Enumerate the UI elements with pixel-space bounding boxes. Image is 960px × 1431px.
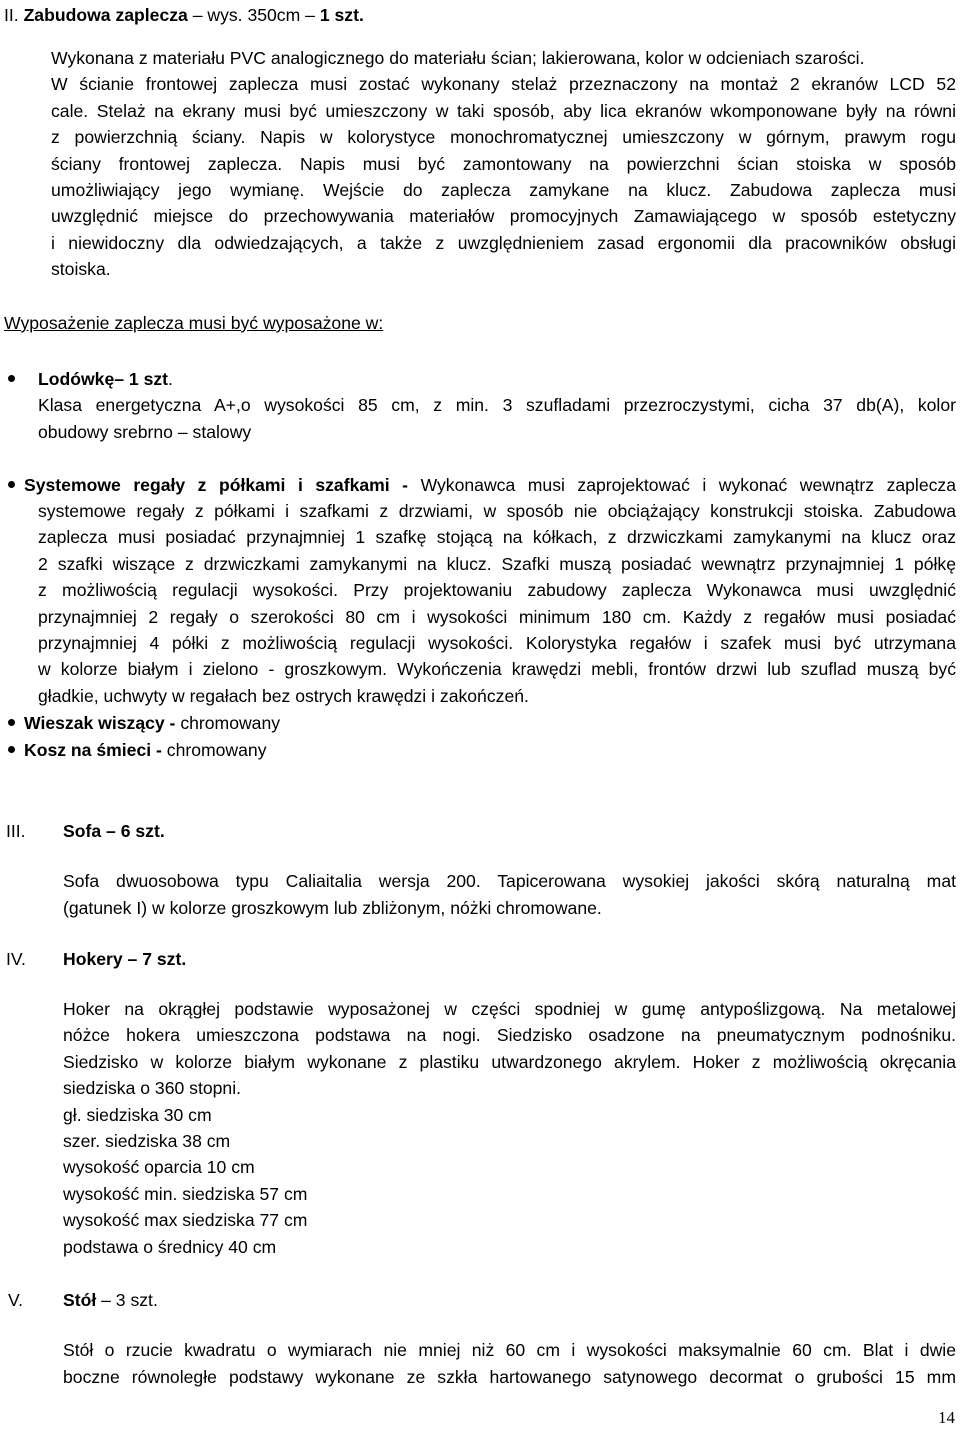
bullet-icon: [8, 719, 15, 726]
text-line: Wykonana z materiału PVC analogicznego do materiału ścian; lakierowana, kolor w odcieniach szarości.: [51, 48, 865, 68]
text-line: obudowy srebrno – stalowy: [38, 421, 252, 442]
shelves-first-line: [24, 472, 956, 498]
text-line: wysokość min. siedziska 57 cm: [63, 1183, 308, 1204]
text-line: Hoker na okrągłej podstawie wyposażonej w części spodniej w gumę antypoślizgową. Na metalowej: [63, 999, 956, 1019]
bullet-icon: [8, 746, 15, 753]
text-line: przynajmniej 4 półki z możliwością regulacji wysokości. Kolorystyka regałów i szafek musi być utrzymana: [38, 633, 956, 653]
shelves-first-text: Wykonawca musi zaprojektować i wykonać wewnątrz zaplecza: [420, 475, 957, 495]
text-line: gł. siedziska 30 cm: [63, 1104, 212, 1125]
text-line: boczne równoległe podstawy wykonane ze szkła hartowanego satynowego decormat o grubości 15 mm: [63, 1366, 956, 1387]
text-line: Klasa energetyczna A+,o wysokości 85 cm, z min. 3 szufladami przezroczystymi, cicha 37 db(A), kolor: [38, 395, 956, 415]
text-line: ściany frontowej zaplecza. Napis musi być zamontowany na powierzchni ścian stoiska w sposób: [51, 153, 956, 174]
section-title: Zabudowa zaplecza: [23, 5, 188, 25]
text-line: uwzględnić miejsce do przechowywania materiałów promocyjnych Zamawiającego w sposób estetyczny: [51, 206, 956, 227]
section-numeral: V.: [8, 1290, 24, 1310]
bullet-icon: [8, 375, 15, 382]
text-line: gładkie, uchwyty w regałach bez ostrych krawędzi i zakończeń.: [38, 685, 529, 706]
table-quantity: – 3 szt.: [96, 1290, 158, 1310]
text-line: podstawa o średnicy 40 cm: [63, 1236, 277, 1257]
section-numeral: IV.: [6, 949, 26, 969]
text-line: w kolorze białym i zielono - groszkowym. Wykończenia krawędzi mebli, frontów drzwi lub szuflad muszą być: [38, 659, 956, 680]
section-height: – wys. 350cm –: [187, 5, 320, 25]
bin-title: Kosz na śmieci -: [24, 740, 167, 760]
bin-text: chromowany: [166, 740, 267, 760]
fridge-title: Lodówkę– 1 szt: [38, 369, 169, 389]
bullet-icon: [8, 481, 15, 488]
text-line: szer. siedziska 38 cm: [63, 1131, 231, 1151]
text-line: Stół o rzucie kwadratu o wymiarach nie mniej niż 60 cm i wysokości maksymalnie 60 cm. Blat i dwie: [63, 1340, 956, 1360]
text-line: wysokość max siedziska 77 cm: [63, 1210, 308, 1231]
text-line: 2 szafki wiszące z drzwiczkami zamykanymi na klucz. Szafki muszą posiadać wewnątrz przynajmniej 1 półkę: [38, 553, 956, 574]
text-line: umożliwiający jego wymianę. Wejście do zaplecza zamykane na klucz. Zabudowa zaplecza musi: [51, 180, 956, 200]
text-line: (gatunek I) w kolorze groszkowym lub zbliżonym, nóżki chromowane.: [63, 897, 602, 918]
text-line: wysokość oparcia 10 cm: [63, 1157, 255, 1178]
equipment-heading: Wyposażenie zaplecza musi być wyposażone w:: [4, 313, 384, 333]
text-line: przynajmniej 2 regały o szerokości 80 cm i wysokości minimum 180 cm. Każdy z regałów musi posiadać: [38, 606, 956, 627]
bin-item: [24, 737, 267, 763]
section-heading: [4, 2, 364, 28]
text-line: z powierzchnią ściany. Napis w kolorystyce monochromatycznej umieszczony w górnym, prawym rogu: [51, 127, 956, 148]
stools-title: Hokery – 7 szt.: [63, 949, 187, 969]
text-line: i niewidoczny dla odwiedzających, a także z uwzględnieniem zasad ergonomii dla pracowników obsługi: [51, 232, 956, 253]
sofa-heading: [63, 818, 165, 844]
text-line: stoiska.: [51, 259, 111, 280]
section-quantity: 1 szt.: [319, 5, 364, 25]
text-line: siedziska o 360 stopni.: [63, 1078, 241, 1099]
fridge-label: [38, 366, 173, 392]
table-heading: [63, 1287, 158, 1313]
text-line: zaplecza musi posiadać przynajmniej 1 szafkę stojącą na kółkach, z drzwiczkami zamykanymi na klucz oraz: [38, 527, 956, 548]
page-number: 14: [938, 1408, 955, 1427]
section-numeral: II.: [4, 5, 19, 25]
text-line: nóżce hokera umieszczona podstawa na nogi. Siedzisko osadzone na pneumatycznym podnośniku.: [63, 1025, 956, 1046]
hanger-title: Wieszak wiszący -: [24, 713, 181, 733]
text-line: Sofa dwuosobowa typu Caliaitalia wersja 200. Tapicerowana wysokiej jakości skórą naturalną mat: [63, 871, 956, 891]
sofa-quantity: – 6 szt.: [101, 821, 165, 841]
fridge-dot: .: [168, 369, 173, 389]
sofa-title: Sofa: [63, 821, 102, 841]
section-numeral: III.: [6, 821, 26, 841]
stools-heading: [63, 946, 186, 972]
text-line: z możliwością regulacji wysokości. Przy projektowaniu zabudowy zaplecza Wykonawca musi uwzględnić: [38, 580, 956, 601]
text-line: cale. Stelaż na ekrany musi być umieszczony w taki sposób, aby lica ekranów wkomponowane były na równi: [51, 100, 956, 121]
text-line: systemowe regały z półkami i szafkami z drzwiami, w sposób nie obciążający konstrukcji stoiska. Zabudowa: [38, 501, 956, 521]
table-title: Stół: [63, 1290, 97, 1310]
hanger-text: chromowany: [180, 713, 281, 733]
text-line: Siedzisko w kolorze białym wykonane z plastiku utwardzonego akrylem. Hoker z możliwością okręcania: [63, 1051, 956, 1072]
hanger-item: [24, 710, 280, 736]
text-line: W ścianie frontowej zaplecza musi zostać wykonany stelaż przeznaczony na montaż 2 ekranów LCD 52: [51, 74, 956, 95]
shelves-title: Systemowe regały z półkami i szafkami -: [24, 475, 421, 495]
